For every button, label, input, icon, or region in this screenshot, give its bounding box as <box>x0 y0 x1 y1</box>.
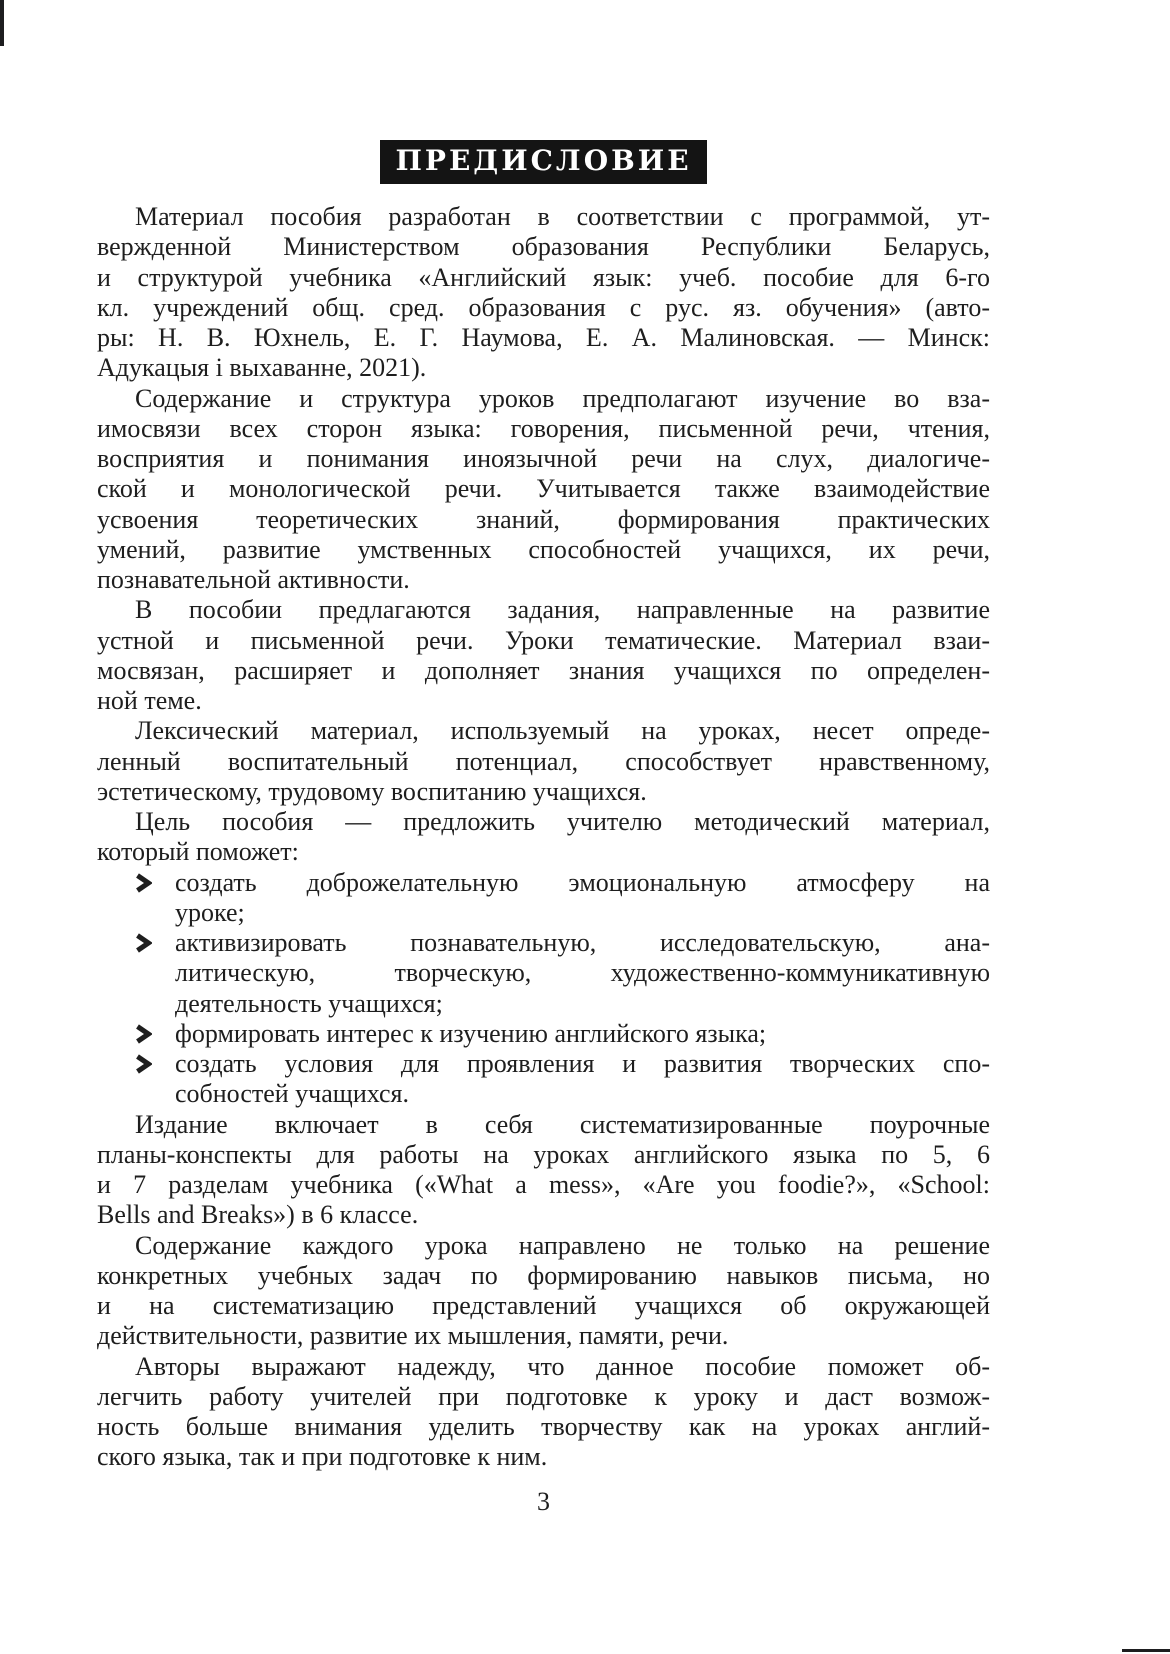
preface-body <box>97 202 990 1473</box>
paragraph <box>97 716 990 807</box>
bullet-item <box>97 1019 990 1049</box>
text-line: и структурой учебника «Английский язык: учеб. пособие для 6-го <box>97 262 990 292</box>
text-line: познавательной активности. <box>97 565 410 594</box>
text-line: конкретных учебных задач по формированию навыков письма, но <box>97 1260 990 1290</box>
text-line: ской и монологической речи. Учитывается также взаимодействие <box>97 474 990 504</box>
text-line: Авторы выражают надежду, что данное пособие поможет об- <box>135 1351 990 1381</box>
paragraph <box>97 1110 990 1231</box>
text-line: ной теме. <box>97 686 202 715</box>
bullet-item <box>97 868 990 929</box>
chapter-title: ПРЕДИСЛОВИЕ <box>380 140 706 184</box>
text-line: Содержание и структура уроков предполагают изучение во вза- <box>135 383 990 413</box>
text-line: В пособии предлагаются задания, направленные на развитие <box>135 595 990 625</box>
bullet-item <box>97 1049 990 1110</box>
text-line: Издание включает в себя систематизированные поурочные <box>135 1109 990 1139</box>
text-line: активизировать познавательную, исследовательскую, ана- <box>97 928 990 958</box>
text-line: и 7 разделам учебника («What a mess», «Are you foodie?», «School: <box>97 1170 990 1199</box>
text-line: Цель пособия — предложить учителю методический материал, <box>135 807 990 836</box>
print-mark-bottom-right <box>1122 1649 1170 1652</box>
text-line: и на систематизацию представлений учащихся об окружающей <box>97 1291 990 1320</box>
paragraph <box>97 595 990 716</box>
text-line: формировать интерес к изучению английского языка; <box>97 1019 990 1049</box>
text-line: умений, развитие умственных способностей учащихся, их речи, <box>97 534 990 564</box>
text-line: Содержание каждого урока направлено не только на решение <box>135 1230 990 1260</box>
text-line: деятельность учащихся; <box>175 988 443 1018</box>
text-line: ского языка, так и при подготовке к ним. <box>97 1442 548 1472</box>
bullet-item <box>97 928 990 1019</box>
paragraph <box>97 1352 990 1473</box>
page-number: 3 <box>537 1487 550 1516</box>
text-line: легчить работу учителей при подготовке к уроку и даст возмож- <box>97 1381 990 1411</box>
text-line: восприятия и понимания иноязычной речи на слух, диалогиче- <box>97 444 990 473</box>
chevron-right-icon <box>135 873 155 893</box>
text-line: уроке; <box>175 897 245 927</box>
paragraph <box>97 1231 990 1352</box>
text-line: мосвязан, расширяет и дополняет знания учащихся по определен- <box>97 655 990 685</box>
text-line: создать условия для проявления и развития творческих спо- <box>97 1049 990 1079</box>
text-line: Материал пособия разработан в соответствии с программой, ут- <box>135 202 990 231</box>
text-line: литическую, творческую, художественно-коммуникативную <box>175 958 990 988</box>
text-line: собностей учащихся. <box>175 1079 409 1109</box>
chevron-right-icon <box>135 933 155 953</box>
chevron-right-icon <box>135 1054 155 1074</box>
text-line: ры: Н. В. Юхнель, Е. Г. Наумова, Е. А. Малиновская. — Минск: <box>97 323 990 352</box>
paragraph <box>97 384 990 596</box>
text-line: кл. учреждений общ. сред. образования с рус. яз. обучения» (авто- <box>97 292 990 322</box>
text-line: вержденной Министерством образования Республики Беларусь, <box>97 232 990 262</box>
text-line: Лексический материал, используемый на уроках, несет опреде- <box>135 716 990 746</box>
text-line: ленный воспитательный потенциал, способствует нравственному, <box>97 746 990 776</box>
text-line: который поможет: <box>97 837 299 867</box>
text-line: действительности, развитие их мышления, памяти, речи. <box>97 1321 729 1351</box>
text-line: имосвязи всех сторон языка: говорения, письменной речи, чтения, <box>97 413 990 443</box>
chapter-title-row <box>97 140 990 184</box>
print-mark-top-left <box>0 0 4 46</box>
paragraph <box>97 202 990 384</box>
paragraph <box>97 807 990 868</box>
text-line: планы-конспекты для работы на уроках английского языка по 5, 6 <box>97 1139 990 1169</box>
text-line: усвоения теоретических знаний, формирования практических <box>97 504 990 534</box>
text-line: создать доброжелательную эмоциональную атмосферу на <box>97 868 990 898</box>
chevron-right-icon <box>135 1024 155 1044</box>
text-line: ность больше внимания уделить творчеству как на уроках англий- <box>97 1412 990 1441</box>
text-line: устной и письменной речи. Уроки тематические. Материал взаи- <box>97 625 990 655</box>
text-line: Bells and Breaks») в 6 классе. <box>97 1200 419 1230</box>
text-line: эстетическому, трудовому воспитанию учащихся. <box>97 776 647 806</box>
text-line: Адукацыя і выхаванне, 2021). <box>97 353 427 383</box>
